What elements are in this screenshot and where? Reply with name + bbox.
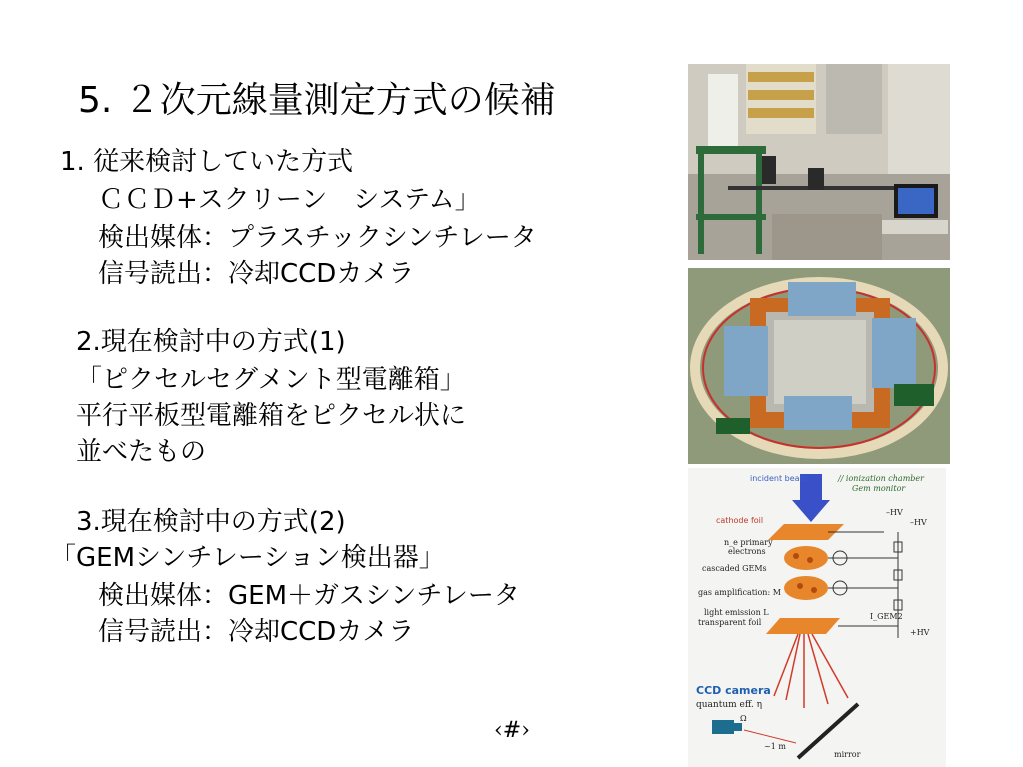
distance-label: ~1 m [764,742,786,751]
primary-electrons-label-1: n_e primary [724,538,773,547]
section2-line3: 並べたもの [76,437,207,467]
section2-line2: 平行平板型電離箱をピクセル状に [76,401,467,431]
quantum-eff-label: quantum eff. η [696,700,763,710]
section3-heading: 3.現在検討中の方式(2) [76,507,346,537]
handwritten-note-1: // ionization chamber [838,474,924,483]
section1-line1: ＣＣＤ+スクリーン システム」 [98,185,481,215]
light-emission-label: light emission L [704,608,769,617]
section2-line1: 「ピクセルセグメント型電離箱」 [76,365,466,395]
section1-heading: 1. 従来検討していた方式 [60,147,354,177]
handwritten-note-2: Gem monitor [852,484,906,493]
gem-detector-diagram [688,468,946,767]
ccd-camera-label: CCD camera [696,684,771,697]
section1-line3: 信号読出：冷却CCDカメラ [98,259,415,289]
hv-label-1: –HV [886,508,903,517]
section3-line1: 「GEMシンチレーション検出器」 [50,543,445,573]
transparent-foil-label: transparent foil [698,618,762,627]
lab-setup-photo [688,64,950,260]
mirror-label: mirror [834,750,861,759]
cascaded-gems-label: cascaded GEMs [702,564,767,573]
gas-amplification-label: gas amplification: M [698,588,781,597]
incident-beam-label: incident beam [750,474,808,483]
page-number: ‹#› [494,718,531,743]
igem-label: I_GEM2 [870,612,903,621]
section1-line2: 検出媒体：プラスチックシンチレータ [98,223,537,253]
hv-label-2: –HV [910,518,927,527]
section3-line2: 検出媒体：GEM＋ガスシンチレータ [98,581,520,611]
ionization-chamber-photo [688,268,950,464]
slide-title: 5. ２次元線量測定方式の候補 [78,80,556,121]
section3-line3: 信号読出：冷却CCDカメラ [98,617,415,647]
hv-label-3: +HV [910,628,930,637]
section2-heading: 2.現在検討中の方式(1) [76,327,346,357]
primary-electrons-label-2: electrons [728,547,766,556]
omega-label: Ω [740,714,747,723]
cathode-foil-label: cathode foil [716,516,764,525]
